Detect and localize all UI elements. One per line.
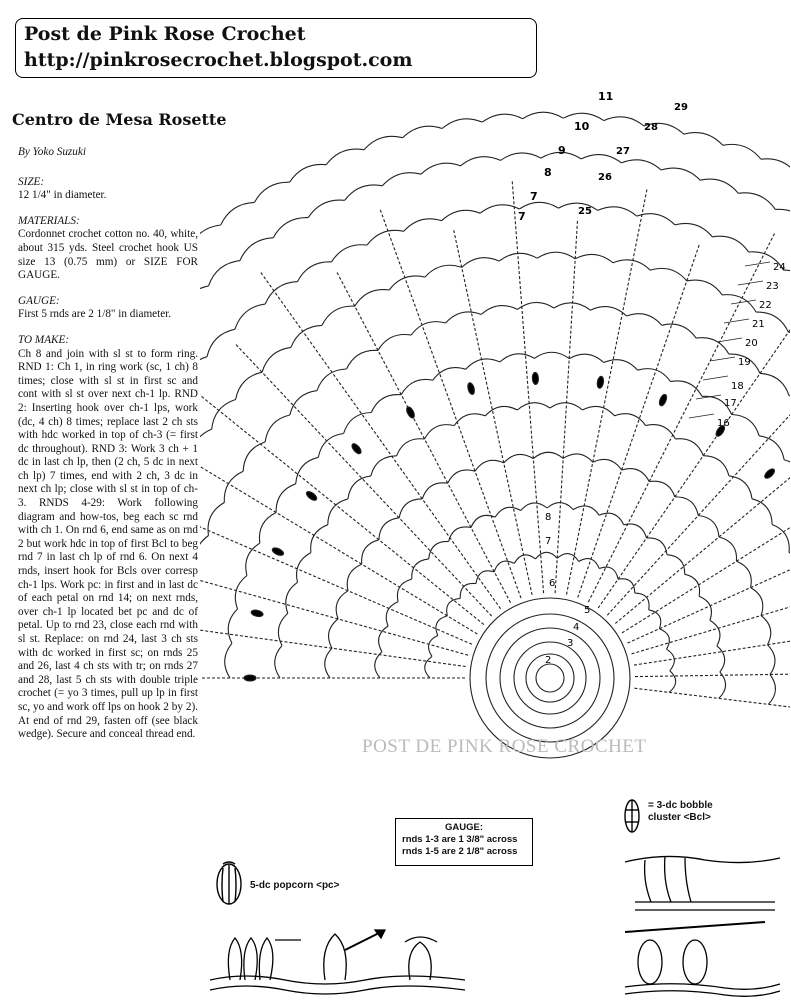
right-round-labels — [717, 262, 786, 429]
popcorn-icon — [213, 858, 245, 912]
round-label: 2 — [545, 655, 552, 666]
bobble-cluster-icon — [620, 796, 644, 836]
bcl-legend — [648, 800, 738, 824]
gauge-heading: GAUGE: — [18, 294, 60, 307]
round-label: 29 — [674, 102, 688, 113]
bcl-legend-line1: = 3-dc bobble — [648, 800, 713, 811]
round-label: 3 — [567, 638, 574, 649]
round-label: 6 — [549, 578, 556, 589]
doily-chart-lines — [200, 112, 790, 758]
gauge-section — [18, 295, 198, 322]
round-label: 26 — [598, 172, 612, 183]
gauge-box — [395, 818, 533, 866]
instructions-column — [18, 146, 198, 754]
gauge-box-heading: GAUGE: — [445, 822, 483, 833]
materials-heading: MATERIALS: — [18, 214, 80, 227]
round-label: 18 — [731, 381, 744, 392]
make-section — [18, 334, 198, 742]
byline: By Yoko Suzuki — [18, 146, 86, 158]
size-heading: SIZE: — [18, 175, 45, 188]
round-label: 4 — [573, 622, 580, 633]
round-label: 8 — [545, 512, 552, 523]
bobble-howto-illustration — [615, 842, 785, 997]
round-label: 8 — [544, 166, 552, 179]
pattern-title: Centro de Mesa Rosette — [12, 110, 227, 129]
pc-legend: 5-dc popcorn <pc> — [250, 880, 340, 891]
round-label: 19 — [738, 357, 751, 368]
round-label: 7 — [545, 536, 552, 547]
round-label: 22 — [759, 300, 772, 311]
round-label: 20 — [745, 338, 758, 349]
round-label: 17 — [724, 398, 737, 409]
round-label: 24 — [773, 262, 786, 273]
gauge-box-line2: rnds 1-5 are 2 1/8" across — [402, 846, 518, 857]
round-label: 5 — [584, 605, 591, 616]
gauge-text: First 5 rnds are 2 1/8" in diameter. — [18, 308, 172, 321]
make-heading: TO MAKE: — [18, 333, 70, 346]
round-label: 25 — [578, 206, 592, 217]
round-label: 23 — [766, 281, 779, 292]
header-title: Post de Pink Rose Crochet — [24, 23, 306, 45]
popcorn-howto-illustration — [205, 920, 475, 1000]
header-box — [15, 18, 537, 78]
bcl-legend-line2: cluster <Bcl> — [648, 812, 711, 823]
crochet-chart-diagram — [200, 78, 790, 778]
round-label: 10 — [574, 120, 590, 133]
size-text: 12 1/4" in diameter. — [18, 189, 107, 202]
round-label: 7 — [518, 210, 526, 223]
round-label: 16 — [717, 418, 730, 429]
materials-section — [18, 215, 198, 283]
round-label: 28 — [644, 122, 658, 133]
round-label: 11 — [598, 90, 614, 103]
round-label: 7 — [530, 190, 538, 203]
header-url[interactable]: http://pinkrosecrochet.blogspot.com — [24, 49, 413, 71]
materials-text: Cordonnet crochet cotton no. 40, white, about 315 yds. Steel crochet hook US size 13 (0.75 mm) or SIZE FOR GAUGE. — [18, 228, 198, 282]
watermark: POST DE PINK ROSE CROCHET — [362, 736, 647, 757]
round-label: 27 — [616, 146, 630, 157]
round-label: 9 — [558, 144, 566, 157]
size-section — [18, 176, 198, 203]
gauge-box-line1: rnds 1-3 are 1 3/8" across — [402, 834, 518, 845]
make-text: Ch 8 and join with sl st to form ring. RND 1: Ch 1, in ring work (sc, 1 ch) 8 times; close with sl st in first sc and cont with sl st over next ch-1 lp. RND 2: Inserting hook over ch-1 lps, work (dc, 4 ch) 8 times; replace last 2 ch sts with hdc worked in top of ch-3 (= first dc throughout). RND 3: Work 3 ch + 1 dc in last ch lp, then (2 ch, 5 dc in next ch lp) 7 times, end with 2 ch, 3 dc in next ch lp; close with sl st in top of ch-3. RNDS 4-29: Work following diagram and how-tos, beg each sc rnd with ch 1. On rnd 6, end same as on rnd 2 but work hdc in top of first Bcl to beg rnd 7 in last ch lp of rnd 6. On next 4 rnds, insert hook for Bcls over corresp ch-1 lps. Work pc: in first and in last dc of each petal on rnd 14; on next rnds, over ch-1 lp located bet pc and dc of petal. Up to rnd 23, close each rnd with sl st. Replace: on rnd 24, last 3 ch sts with dc worked in first sc; on rnds 25 and 26, last 4 ch sts with tr; on rnds 27 and 28, last 5 ch sts with double triple crochet (= yo 3 times, pull up lp in first sc, yo and work off lps on hook 2 by 2). At end of rnd 29, fasten off (see black wedge). Secure and conceal thread end. — [18, 347, 198, 741]
round-label: 21 — [752, 319, 765, 330]
